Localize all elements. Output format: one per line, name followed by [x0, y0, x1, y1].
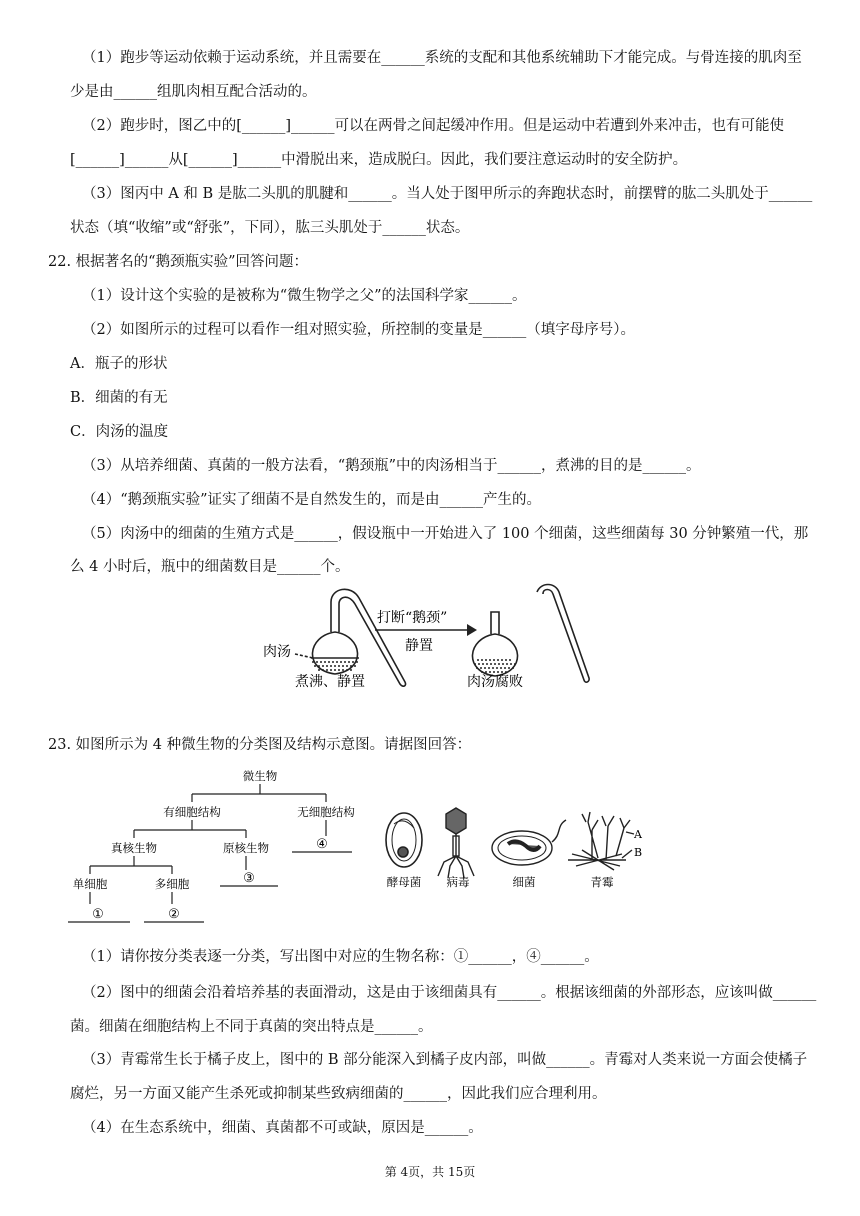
stand-label: 静置 — [405, 638, 433, 654]
yeast-label: 酵母菌 — [386, 875, 422, 889]
q23-part4: （4）在生态系统中，细菌、真菌都不可或缺，原因是______。 — [82, 1120, 483, 1136]
penicillium-part-a-label: A — [634, 828, 642, 841]
q23-part3-line2: 腐烂，另一方面又能产生杀死或抑制某些致病细菌的______，因此我们应合理利用。 — [70, 1086, 607, 1102]
break-neck-label: 打断“鹅颈” — [377, 610, 448, 626]
tree-acellular-label: 无细胞结构 — [297, 805, 355, 819]
penicillium-part-b-label: B — [634, 846, 643, 859]
penicillium-label: 青霉 — [590, 875, 614, 889]
q22-part5-line2: 么 4 小时后，瓶中的细菌数目是______个。 — [70, 559, 350, 575]
virus-icon — [438, 808, 474, 878]
q21-part2-line1: （2）跑步时，图乙中的[______]______可以在两骨之间起缓冲作用。但是运动中若遭到外来冲击，也有可能使 — [82, 118, 785, 134]
tree-cellular-label: 有细胞结构 — [163, 805, 221, 819]
q22-part5-line1: （5）肉汤中的细菌的生殖方式是______，假设瓶中一开始进入了 100 个细菌，这些细菌每 30 分钟繁殖一代，那 — [82, 526, 809, 542]
q22-part3: （3）从培养细菌、真菌的一般方法看，“鹅颈瓶”中的肉汤相当于______，煮沸的目的是______。 — [82, 458, 701, 474]
broth-label: 肉汤 — [263, 644, 291, 660]
virus-label: 病毒 — [446, 875, 470, 889]
arrowhead-icon — [467, 624, 477, 636]
boil-stand-label: 煮沸、静置 — [295, 674, 365, 690]
yeast-cell-icon — [386, 813, 422, 867]
flask-after-icon — [472, 612, 517, 676]
tree-root-label: 微生物 — [242, 769, 278, 783]
tree-multicellular-label: 多细胞 — [154, 877, 190, 891]
q23-part1: （1）请你按分类表逐一分类，写出图中对应的生物名称：①______，④______。 — [82, 949, 599, 965]
bacteria-icon — [492, 820, 566, 865]
tree-slot-2: ② — [168, 907, 180, 922]
q22-part2: （2）如图所示的过程可以看作一组对照实验，所控制的变量是______（填字母序号）。 — [82, 322, 635, 338]
microorganism-figure — [376, 800, 666, 896]
q22-stem: 22. 根据著名的“鹅颈瓶实验”回答问题： — [48, 254, 308, 270]
classification-tree-diagram — [64, 764, 374, 930]
q21-part1-line1: （1）跑步等运动依赖于运动系统，并且需要在______系统的支配和其他系统辅助下才能完成。与骨连接的肌肉至 — [82, 50, 802, 66]
q23-part2-line2: 菌。细菌在细胞结构上不同于真菌的突出特点是______。 — [70, 1019, 433, 1035]
penicillium-icon — [568, 812, 634, 870]
q23-part3-line1: （3）青霉常生长于橘子皮上，图中的 B 部分能深入到橘子皮内部，叫做______。青霉对人类来说一方面会使橘子 — [82, 1052, 808, 1068]
tree-prokaryote-label: 原核生物 — [223, 841, 269, 855]
swan-neck-flask-figure — [255, 582, 595, 694]
tree-slot-4: ④ — [316, 837, 328, 852]
tree-eukaryote-label: 真核生物 — [111, 841, 157, 855]
q21-part3-line1: （3）图丙中 A 和 B 是肱二头肌的肌腱和______。当人处于图甲所示的奔跑状态时，前摆臂的肱二头肌处于______ — [82, 186, 813, 202]
q23-part2-line1: （2）图中的细菌会沿着培养基的表面滑动，这是由于该细菌具有______。根据该细菌的外部形态，应该叫做______ — [82, 985, 817, 1001]
tree-unicellular-label: 单细胞 — [72, 877, 108, 891]
tree-slot-1: ① — [92, 907, 104, 922]
q21-part1-line2: 少是由______组肌肉相互配合活动的。 — [70, 84, 317, 100]
flask-before-icon — [295, 589, 406, 686]
bacteria-label: 细菌 — [512, 875, 536, 889]
q22-option-b: B．细菌的有无 — [70, 390, 168, 406]
broken-neck-icon — [537, 585, 589, 683]
tree-slot-3: ③ — [243, 871, 255, 886]
q22-part1: （1）设计这个实验的是被称为“微生物学之父”的法国科学家______。 — [82, 288, 527, 304]
q23-stem: 23. 如图所示为 4 种微生物的分类图及结构示意图。请据图回答： — [48, 737, 472, 753]
q22-option-a: A．瓶子的形状 — [70, 356, 168, 372]
q22-option-c: C．肉汤的温度 — [70, 424, 169, 440]
q21-part3-line2: 状态（填“收缩”或“舒张”，下同），肱三头肌处于______状态。 — [70, 220, 470, 236]
q22-part4: （4）“鹅颈瓶实验”证实了细菌不是自然发生的，而是由______产生的。 — [82, 492, 542, 508]
q21-part2-line2: [______]______从[______]______中滑脱出来，造成脱臼。因此，我们要注意运动时的安全防护。 — [70, 152, 688, 168]
page-footer: 第 4页，共 15页 — [384, 1165, 476, 1179]
broth-spoiled-label: 肉汤腐败 — [467, 674, 523, 690]
